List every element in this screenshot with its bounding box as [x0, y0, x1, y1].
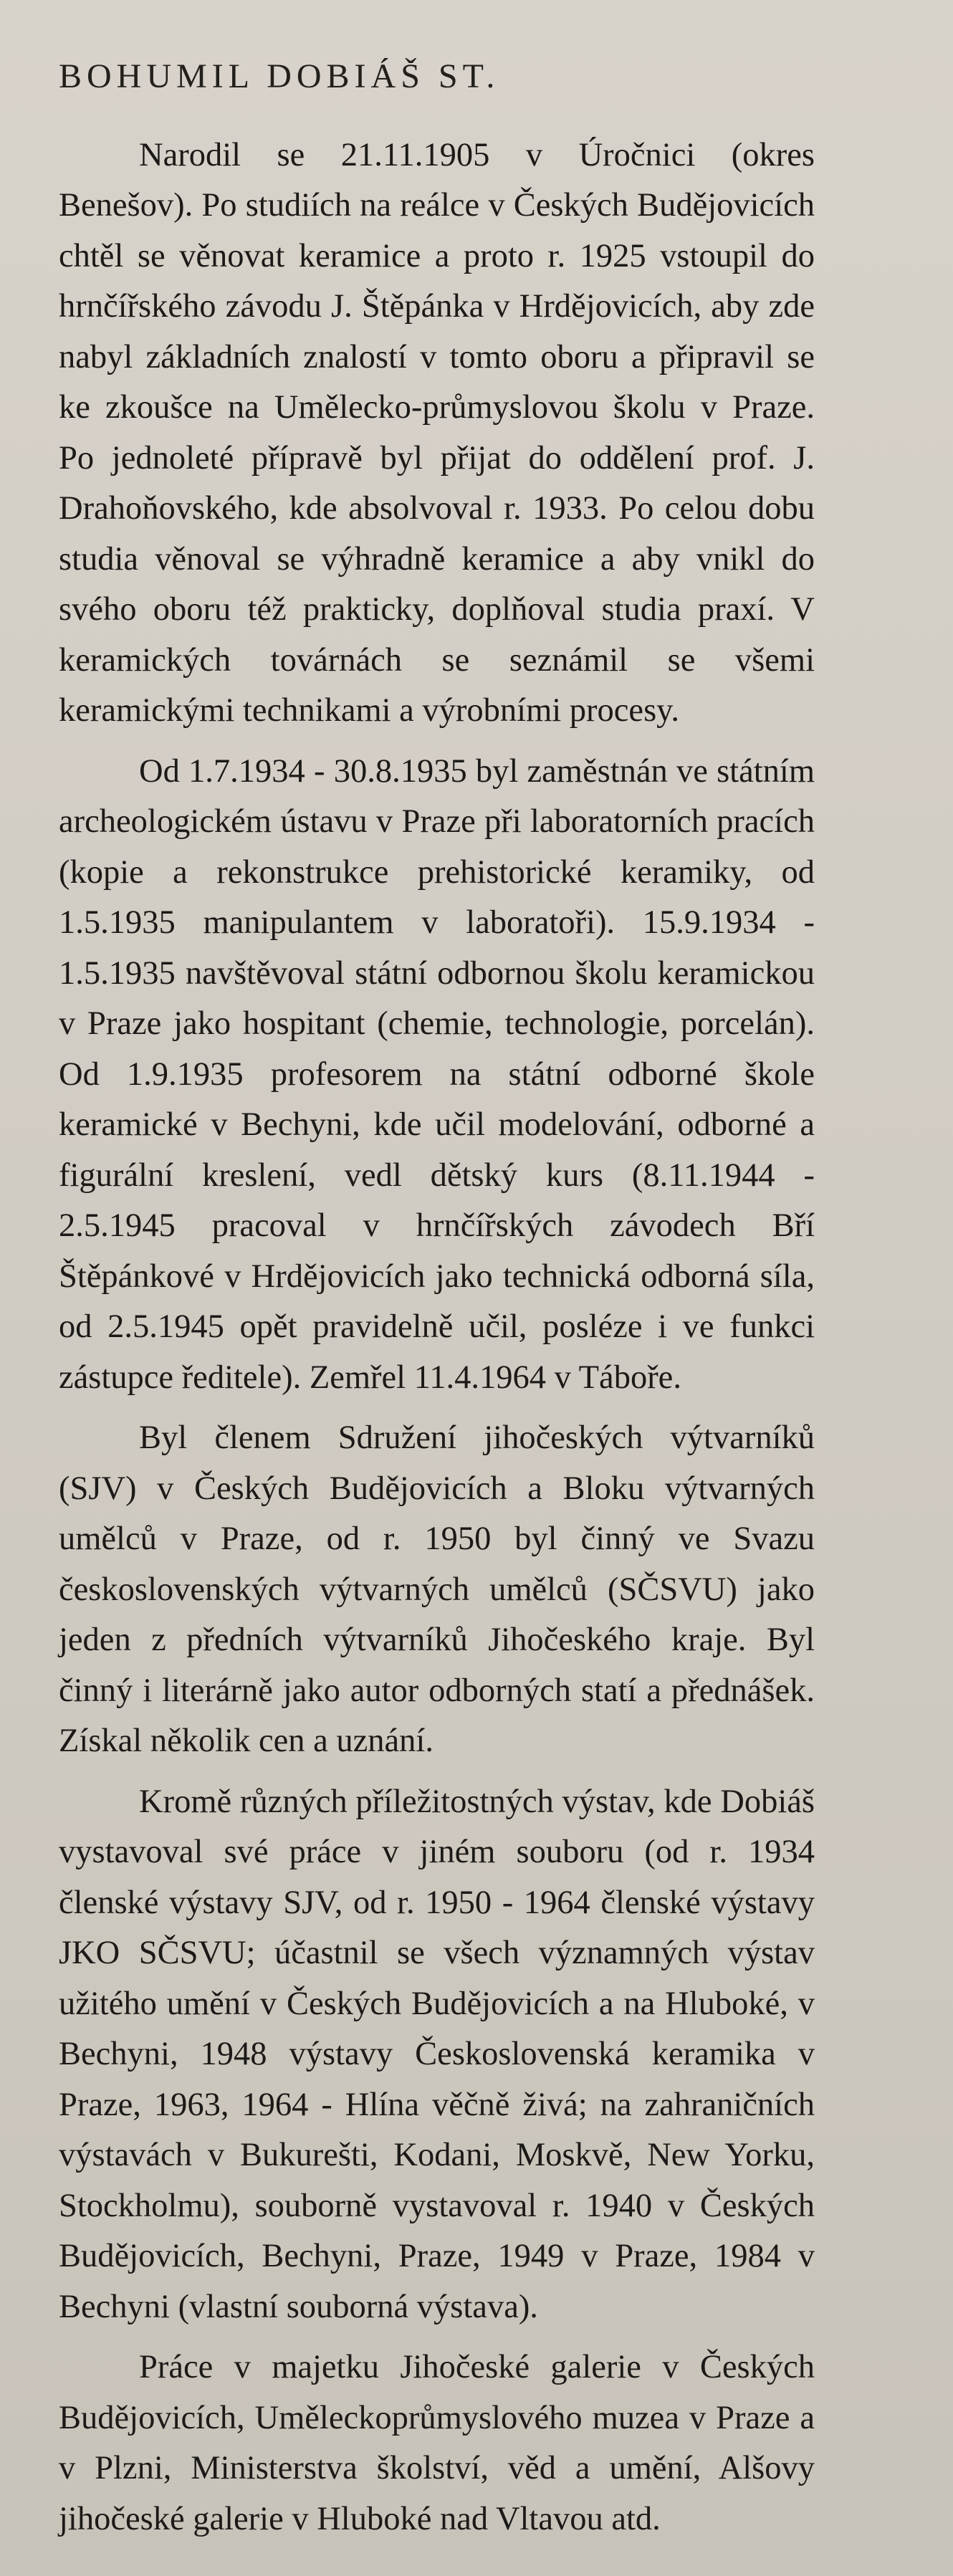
- paragraph-career: Od 1.7.1934 - 30.8.1935 byl zaměstnán ve státním archeologickém ústavu v Praze při laboratorních pracích (kopie a rekonstrukce prehistorické keramiky, od 1.5.1935 manipulantem v laboratoři). 15.9.1934 - 1.5.1935 navštěvoval státní odbornou školu keramickou v Praze jako hospitant (chemie, technologie, porcelán). Od 1.9.1935 profesorem na státní odborné škole keramické v Bechyni, kde učil modelování, odborné a figurální kreslení, vedl dětský kurs (8.11.1944 - 2.5.1945 pracoval v hrnčířských závodech Bří Štěpánkové v Hrdějovicích jako technická odborná síla, od 2.5.1945 opět pravidelně učil, posléze i ve funkci zástupce ředitele). Zemřel 11.4.1964 v Táboře.: [59, 752, 815, 1396]
- paragraph-birth-education: Narodil se 21.11.1905 v Úročnici (okres Benešov). Po studiích na reálce v Českých Budějovicích chtěl se věnovat keramice a proto r. 1925 vstoupil do hrnčířského závodu J. Štěpánka v Hrdějovicích, aby zde nabyl základních znalostí v tomto oboru a připravil se ke zkoušce na Umělecko-průmyslovou školu v Praze. Po jednoleté přípravě byl přijat do oddělení prof. J. Drahoňovského, kde absolvoval r. 1933. Po celou dobu studia věnoval se výhradně keramice a aby vnikl do svého oboru též prakticky, doplňoval studia praxí. V keramických továrnách se seznámil se všemi keramickými technikami a výrobními procesy.: [59, 136, 815, 729]
- page-title: BOHUMIL DOBIÁŠ ST.: [59, 57, 500, 95]
- paragraph-exhibitions: Kromě různých příležitostných výstav, kde Dobiáš vystavoval své práce v jiném souboru (od r. 1934 členské výstavy SJV, od r. 1950 - 1964 členské výstavy JKO SČSVU; účastnil se všech významných výstav užitého umění v Českých Budějovicích a na Hluboké, v Bechyni, 1948 výstavy Československá keramika v Praze, 1963, 1964 - Hlína věčně živá; na zahraničních výstavách v Bukurešti, Kodani, Moskvě, New Yorku, Stockholmu), souborně vystavoval r. 1940 v Českých Budějovicích, Bechyni, Praze, 1949 v Praze, 1984 v Bechyni (vlastní souborná výstava).: [59, 1783, 815, 2325]
- paragraph-memberships: Byl členem Sdružení jihočeských výtvarníků (SJV) v Českých Budějovicích a Bloku výtvarných umělců v Praze, od r. 1950 byl činný ve Svazu československých výtvarných umělců (SČSVU) jako jeden z předních výtvarníků Jihočeského kraje. Byl činný i literárně jako autor odborných statí a přednášek. Získal několik cen a uznání.: [59, 1419, 815, 1760]
- document-body: [59, 130, 815, 2545]
- paragraph-collections: Práce v majetku Jihočeské galerie v Českých Budějovicích, Uměleckoprůmyslového muzea v Praze a v Plzni, Ministerstva školství, věd a umění, Alšovy jihočeské galerie v Hluboké nad Vltavou atd.: [59, 2349, 815, 2537]
